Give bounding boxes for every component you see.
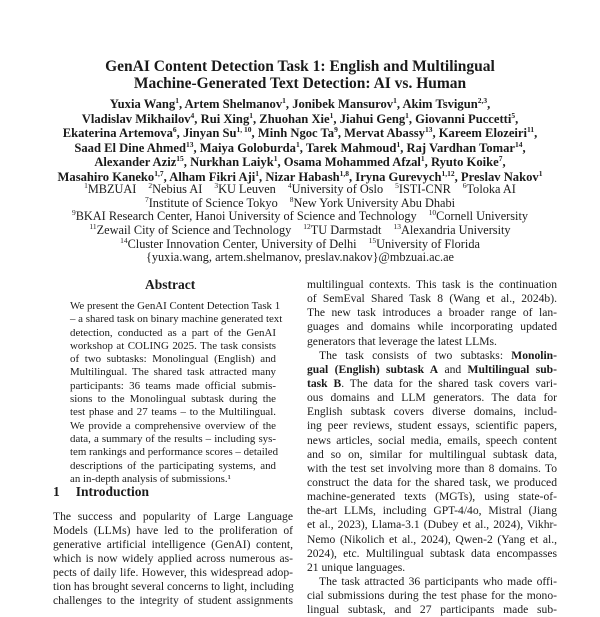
body-line: machine-generated texts (MGTs), using state-of-: [307, 490, 557, 504]
text-run: . The data for the shared task covers vari-: [341, 376, 557, 390]
author-name: Osama Mohammed Afzal: [283, 155, 421, 169]
author-name: Vladislav Mikhailov: [81, 111, 191, 126]
abstract-heading: Abstract: [145, 277, 196, 292]
body-line: of SemEval Shared Task 8 (Wang et al., 2024b).: [307, 292, 557, 306]
affiliation-name: MBZUAI: [87, 182, 137, 196]
affiliation-marker: 6: [172, 125, 177, 134]
body-line: with the test set involving more than 8 domains. To: [307, 461, 557, 475]
affiliation-marker: 1: [396, 139, 401, 149]
affiliation-marker: 1: [249, 110, 253, 120]
abstract-line: workshop at COLING 2025. The task consists: [70, 339, 276, 352]
body-line: construct the data for the shared task, we produced: [307, 475, 557, 489]
affiliation-marker: 1, 10: [236, 125, 252, 134]
body-line: pects of daily life. However, this widespread adop-: [53, 566, 293, 579]
affiliation-marker: 1: [420, 154, 425, 163]
section-title: Introduction: [75, 484, 150, 499]
author-name: Kareem Elozeiri: [438, 126, 528, 140]
affiliation-marker: 1: [255, 168, 260, 178]
author-name: Nizar Habash: [265, 169, 340, 184]
affiliation-marker: 1: [282, 96, 286, 105]
affiliation-marker: 5: [511, 110, 516, 120]
body-line: news articles, social media, emails, speech content: [307, 433, 557, 447]
affiliation-number: 7: [144, 194, 149, 204]
bold-term: task B: [307, 376, 342, 390]
affiliation-marker: 1,7: [154, 168, 164, 178]
affiliation-number: 15: [368, 235, 377, 245]
affiliation-number: 10: [428, 208, 437, 218]
abstract-line: tem rankings and performance scores – detailed: [70, 446, 279, 459]
affiliation-number: 3: [214, 181, 219, 190]
bold-term: gual (English) subtask A: [307, 362, 439, 376]
author-name: Jiahui Geng: [339, 111, 406, 126]
body-line: [307, 349, 557, 363]
body-line: ous domains and LLM generators. The data for: [307, 391, 557, 405]
affiliation-name: BKAI Research Center, Hanoi University of Science and Technology: [75, 209, 417, 224]
affiliation-marker: 1: [393, 96, 397, 105]
author-line: Masahiro Kaneko$^{1,7}$, Alham Fikri Aji$^1$, Nizar Habash$^{1,8}$, Iryna Gurevych$^{1,12}$, Preslav Nakov$^1$: [57, 168, 543, 184]
section-number: 1: [53, 484, 60, 499]
body-line: The task attracted 36 participants who made offi-: [319, 574, 557, 588]
affiliation-name: ISTI-CNR: [398, 182, 451, 196]
body-line: guages and domains while incorporating updated: [307, 320, 557, 334]
bold-term: Monolin-: [511, 348, 557, 362]
author-name: Raj Vardhan Tomar: [406, 140, 515, 155]
author-line: Saad El Dine Ahmed$^{13}$, Maiya Goloburda$^1$, Tarek Mahmoud$^1$, Raj Vardhan Tomar$^{14}$,: [74, 139, 526, 155]
body-line: ing peer reviews, student essays, scientific papers,: [307, 419, 557, 433]
body-line: the-art LLMs, including GPT-4/4o, Mistral (Jiang: [307, 504, 557, 518]
affiliation-name: Cornell University: [436, 209, 529, 224]
affiliation-name: University of Oslo: [291, 182, 384, 196]
affiliation-name: Toloka AI: [466, 182, 516, 196]
abstract-line: test phase and 27 teams – to the Multilingual.: [70, 406, 276, 419]
section-heading-introduction: [53, 484, 149, 500]
affiliation-number: 11: [89, 222, 97, 232]
author-name: Zhuohan Xie: [259, 111, 330, 126]
body-line: generators that leverage the latest LLMs.: [307, 334, 497, 348]
body-line: cial submissions during the test phase for the mono-: [307, 589, 557, 603]
author-line: Alexander Aziz$^{15}$, Nurkhan Laiyk$^1$, Osama Mohammed Afzal$^1$, Ryuto Koike$^7$,: [94, 154, 506, 169]
author-name: Alexander Aziz: [94, 155, 177, 169]
affiliation-name: Zewail City of Science and Technology: [96, 223, 292, 238]
author-name: Yuxia Wang: [109, 97, 176, 111]
affiliation-marker: 7: [498, 154, 503, 163]
body-line: and so on, similar for multilingual subtask data,: [307, 447, 557, 461]
author-name: Minh Ngoc Ta: [257, 126, 335, 140]
author-name: Ekaterina Artemova: [62, 126, 173, 140]
body-line: lingual subtask, and 27 participants made sub-: [307, 603, 557, 617]
affiliation-name: Institute of Science Tokyo: [148, 195, 278, 210]
affiliation-marker: 4: [190, 110, 195, 120]
affiliation-number: 1: [84, 181, 88, 190]
author-name: Mervat Abassy: [344, 126, 425, 140]
author-name: Saad El Dine Ahmed: [74, 140, 186, 155]
abstract-line: data, a summary of the results – including sys-: [70, 432, 276, 445]
body-line: 2024), etc. Multilingual subtask data encompasses: [307, 546, 557, 560]
affiliation-marker: 11: [527, 125, 535, 134]
abstract-line: descriptions of the participating systems, and: [70, 459, 276, 472]
abstract-line: Multilingual. The shared task attracted many: [70, 366, 276, 379]
affiliation-marker: 13: [185, 139, 194, 149]
affiliation-number: 9: [71, 208, 76, 218]
affiliation-name: Nebius AI: [152, 182, 203, 196]
affiliation-marker: 1: [538, 168, 543, 178]
abstract-line: an in-depth analysis of submissions.¹: [70, 472, 231, 485]
title-line: Machine-Generated Text Detection: AI vs. Human: [133, 75, 467, 92]
author-name: Akim Tsvigun: [402, 97, 478, 111]
contact-email: {yuxia.wang, artem.shelmanov, preslav.nakov}@mbzuai.ac.ae: [145, 250, 454, 264]
affiliation-number: 5: [395, 181, 399, 190]
text-run: The task consists of two subtasks:: [319, 348, 512, 362]
abstract-line: We present the GenAI Content Detection Task 1: [70, 300, 281, 312]
abstract-line: We provide a comprehensive overview of the: [70, 419, 276, 432]
affiliation-marker: 1,8: [339, 168, 349, 178]
author-name: Masahiro Kaneko: [57, 169, 155, 184]
affiliation-number: 14: [120, 235, 128, 245]
author-name: Alham Fikri Aji: [169, 169, 256, 184]
affiliation-name: University of Florida: [376, 236, 480, 251]
affiliation-number: 8: [289, 194, 294, 204]
affiliation-number: 6: [462, 181, 467, 190]
author-name: Rui Xing: [200, 111, 250, 126]
abstract-line: of two subtasks: Monolingual (English) and: [70, 353, 276, 366]
affiliation-number: 2: [148, 181, 153, 190]
abstract-line: detection, conducted as a part of the GenAI: [70, 326, 276, 339]
affiliation-number: 12: [303, 222, 311, 232]
affiliation-marker: 1: [273, 154, 278, 163]
body-line: English subtask covers diverse domains, includ-: [307, 405, 557, 419]
author-name: Iryna Gurevych: [355, 169, 442, 184]
affiliation-name: Alexandria University: [400, 223, 511, 238]
text-run: and: [438, 362, 468, 376]
body-line: challenges to the integrity of student assignments: [53, 594, 293, 607]
introduction-body: [53, 510, 293, 608]
affiliation-marker: 2,3: [477, 96, 488, 105]
affiliation-name: TU Darmstadt: [310, 223, 382, 238]
affiliation-marker: 9: [334, 125, 338, 134]
author-line: Ekaterina Artemova$^6$, Jinyan Su$^{1, 10}$, Minh Ngoc Ta$^9$, Mervat Abassy$^{13}$, Kareem Elozeiri$^{11}$,: [62, 125, 538, 140]
affiliation-name: Cluster Innovation Center, University of Delhi: [127, 236, 357, 251]
author-name: Jinyan Su: [182, 126, 237, 140]
body-line: Models (LLMs) have led to the proliferation of: [53, 524, 293, 537]
affiliation-number: 4: [287, 181, 292, 190]
author-line: Vladislav Mikhailov$^4$, Rui Xing$^1$, Zhuohan Xie$^1$, Jiahui Geng$^1$, Giovanni Puccetti$^5$,: [81, 110, 519, 126]
author-name: Artem Shelmanov: [184, 97, 283, 111]
affiliation-marker: 1: [175, 96, 179, 105]
author-name: Jonibek Mansurov: [292, 97, 394, 111]
right-column-body: [307, 278, 557, 617]
abstract-line: sions to the Monolingual subtask during the: [70, 393, 276, 406]
body-line: [307, 363, 557, 377]
author-name: Nurkhan Laiyk: [190, 155, 274, 169]
affiliation-number: 13: [393, 222, 401, 232]
author-line: Yuxia Wang$^1$, Artem Shelmanov$^1$, Jonibek Mansurov$^1$, Akim Tsvigun$^{2,3}$,: [109, 96, 491, 111]
affiliation-marker: 14: [514, 139, 523, 149]
affiliation-name: New York University Abu Dhabi: [293, 195, 456, 210]
abstract-body: [70, 300, 283, 486]
author-name: Ryuto Koike: [430, 155, 499, 169]
body-line: multilingual contexts. This task is the continuation: [307, 278, 557, 291]
affiliation-marker: 13: [424, 125, 433, 134]
affiliation-marker: 1: [405, 110, 409, 120]
abstract-line: – a shared task on binary machine generated text: [70, 313, 283, 326]
affiliation-marker: 1: [295, 139, 300, 149]
body-line: et al., 2023), Llama-3.1 (Dubey et al., 2024), Vikhr-: [307, 518, 557, 532]
affiliation-marker: 15: [176, 154, 184, 163]
affiliation-marker: 1,12: [441, 168, 455, 178]
body-line: 21 unique languages.: [307, 560, 406, 574]
author-name: Maiya Goloburda: [199, 140, 296, 155]
bold-term: Multilingual sub-: [467, 362, 557, 376]
abstract-line: participants: 36 teams made official submis-: [70, 379, 276, 392]
body-line: The new task introduces a broader range of lan-: [307, 306, 557, 320]
affiliation-marker: 1: [329, 110, 334, 120]
author-name: Preslav Nakov: [460, 169, 539, 184]
body-line: generative artificial intelligence (GenAI) content,: [53, 538, 293, 551]
body-line: which is now widely applied across numerous as-: [53, 552, 293, 565]
author-name: Giovanni Puccetti: [415, 111, 512, 126]
author-name: Tarek Mahmoud: [305, 140, 397, 155]
body-line: Nemo (Nikolich et al., 2024), Qwen-2 (Yang et al.,: [307, 532, 557, 546]
body-line: [307, 377, 557, 391]
body-line: tion has brought several concerns to light, including: [53, 580, 294, 593]
affiliation-name: KU Leuven: [218, 182, 276, 196]
title-line: GenAI Content Detection Task 1: English and Multilingual: [105, 58, 495, 75]
body-line: The success and popularity of Large Language: [53, 510, 293, 523]
